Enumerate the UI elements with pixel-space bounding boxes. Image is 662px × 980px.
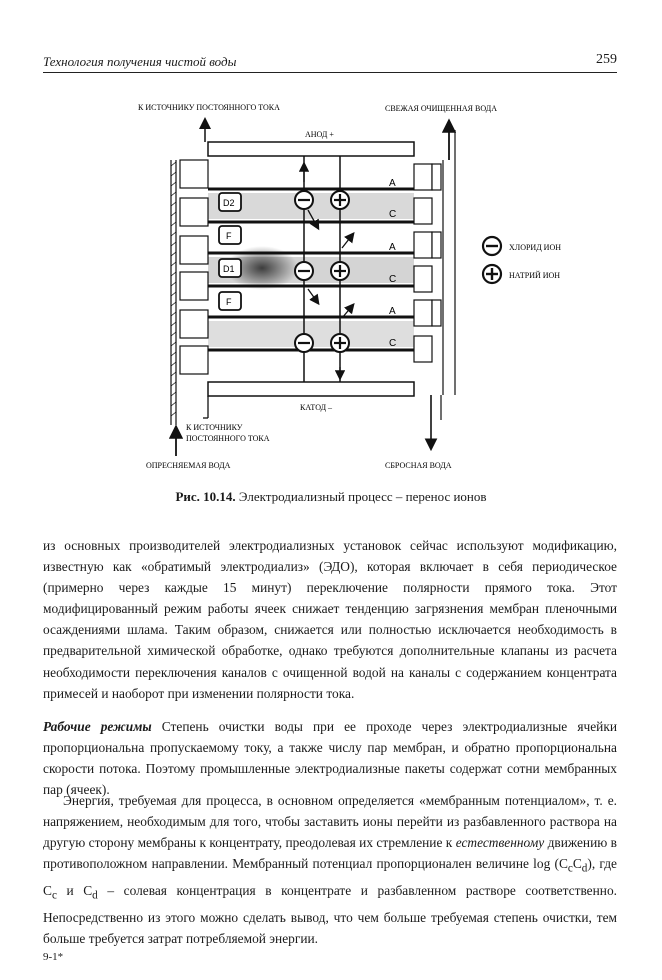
caption-text: Электродиализный процесс – перенос ионов	[235, 489, 487, 504]
outlet-manifold	[414, 164, 441, 362]
membrane-label: A	[389, 242, 396, 253]
emphasis: естественному	[455, 835, 545, 851]
membrane-label: C	[389, 209, 397, 220]
label-dc-source-top: К ИСТОЧНИКУ ПОСТОЯННОГО ТОКА	[138, 103, 280, 112]
label-reject-water: СБРОСНАЯ ВОДА	[385, 461, 452, 470]
membrane-label: C	[389, 338, 397, 349]
caption-number: Рис. 10.14.	[175, 489, 236, 504]
paragraph-text: C	[572, 856, 582, 872]
paragraph-text: движению в противоположном направлении. Мембранный потенциал пропорционален величине log (C	[43, 835, 617, 872]
cell-label: D2	[223, 198, 235, 208]
anode-plate	[208, 142, 414, 156]
paragraph	[43, 790, 617, 949]
header-title: Технология получения чистой воды	[43, 54, 237, 69]
paragraph	[43, 535, 617, 704]
label-dc-source-bottom-2: ПОСТОЯННОГО ТОКА	[186, 434, 270, 443]
paragraph-text: Энергия, требуемая для процесса, в основном определяется «мембранным потенциалом», т. е. напряжением, необходимым для того, чтобы заставить ионы перейти из разбавленного раствора на другую сторону мембраны к концентрату, преодолевая их стремление к	[43, 793, 617, 851]
cathode-plate	[208, 382, 414, 396]
subscript: c	[51, 889, 57, 902]
page-number: 259	[596, 52, 617, 67]
subscript: d	[581, 862, 588, 875]
ion-legend	[483, 237, 561, 283]
label-feed-water: ОПРЕСНЯЕМАЯ ВОДА	[146, 461, 231, 470]
legend-sodium: НАТРИЙ ИОН	[509, 271, 561, 280]
membrane-label: A	[389, 178, 396, 189]
legend-chloride: ХЛОРИД ИОН	[509, 243, 561, 252]
label-anode: АНОД +	[305, 130, 334, 139]
label-cathode: КАТОД –	[300, 403, 333, 412]
manifold-hatching	[171, 162, 176, 416]
cell-label: D1	[223, 264, 235, 274]
cell-label: F	[226, 297, 232, 307]
label-fresh-water: СВЕЖАЯ ОЧИЩЕННАЯ ВОДА	[385, 104, 497, 113]
membrane-label: A	[389, 306, 396, 317]
paragraph	[43, 716, 617, 800]
paragraph-text: ), где C	[43, 856, 617, 899]
cell-label: F	[226, 231, 232, 241]
subscript: d	[92, 889, 98, 902]
section-heading: Рабочие режимы	[43, 719, 152, 734]
paragraph-text: – солевая концентрация в концентрате и разбавленном растворе соответственно. Непосредственно из этого можно сделать вывод, что чем больше требуемая степень очистки, тем больше требуется затрат потребляемой энергии.	[43, 883, 618, 946]
signature-mark: 9-1*	[43, 951, 64, 963]
paragraph-text: и C	[56, 883, 93, 899]
paragraph-text: Степень очистки воды при ее проходе через электродиализные ячейки пропорциональна пропускаемому току, а также числу пар мембран, и обратно пропорциональна скорости потока. Поэтому промышленные электродиализные пакеты содержат сотни мембранных пар (ячеек).	[43, 719, 617, 798]
paragraph-text: из основных производителей электродиализных установок сейчас используют модификацию, известную как «обратимый электродиализ» (ЭДО), которая включает в себя периодическое (примерно через каждые 15 минут) переключение полярности прямого тока. Этот модифицированный режим работы ячеек снижает тенденцию загрязнения мембран пленочными осаждениями шлама. Таким образом, снижается или полностью исключается необходимость в предварительной химической обработке, однако требуются дополнительные клапаны из расчета необходимости переключения каналов с очищенной водой на каналы с содержанием концентрата примесей и наоборот при изменении полярности тока.	[43, 538, 617, 701]
feed-manifold	[171, 160, 208, 425]
figure-caption	[0, 489, 662, 505]
membrane-label: C	[389, 274, 397, 285]
label-dc-source-bottom-1: К ИСТОЧНИКУ	[186, 423, 243, 432]
subscript: c	[567, 862, 573, 875]
